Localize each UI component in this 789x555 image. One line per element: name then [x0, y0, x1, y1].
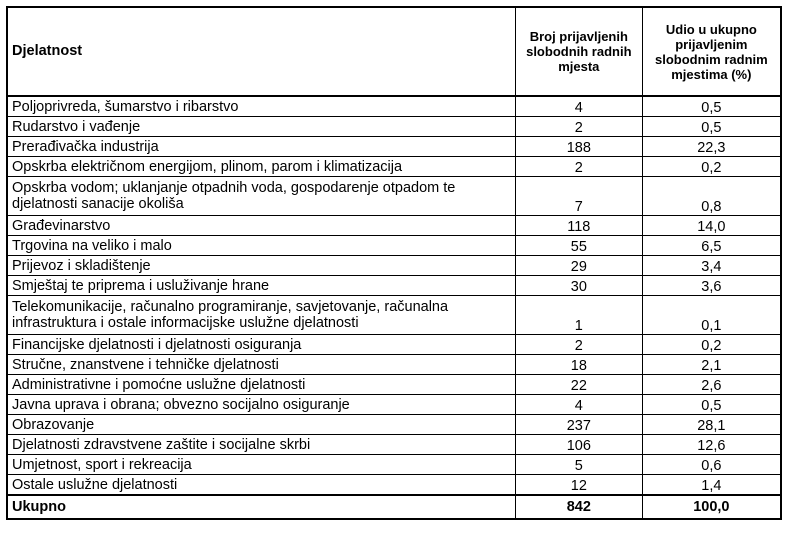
row-count: 4: [515, 96, 642, 117]
row-label: Opskrba vodom; uklanjanje otpadnih voda, gospodarenje otpadom te djelatnosti sanacije okoliša: [7, 177, 515, 216]
row-label: Umjetnost, sport i rekreacija: [7, 455, 515, 475]
row-count: 2: [515, 157, 642, 177]
row-count: 7: [515, 177, 642, 216]
row-count: 118: [515, 216, 642, 236]
row-share: 0,5: [642, 395, 781, 415]
row-label: Djelatnosti zdravstvene zaštite i socijalne skrbi: [7, 435, 515, 455]
row-count: 18: [515, 355, 642, 375]
row-share: 3,4: [642, 256, 781, 276]
table-row: [7, 276, 781, 296]
row-count: 188: [515, 137, 642, 157]
row-count: 29: [515, 256, 642, 276]
table-row: [7, 355, 781, 375]
row-count: 4: [515, 395, 642, 415]
row-count: 22: [515, 375, 642, 395]
row-share: 12,6: [642, 435, 781, 455]
row-share: 3,6: [642, 276, 781, 296]
table-row: [7, 296, 781, 335]
row-count: 12: [515, 475, 642, 496]
table-row: [7, 137, 781, 157]
total-share: 100,0: [642, 495, 781, 519]
table-row: [7, 96, 781, 117]
row-count: 1: [515, 296, 642, 335]
row-share: 0,2: [642, 157, 781, 177]
row-label: Ostale uslužne djelatnosti: [7, 475, 515, 496]
table-row: [7, 117, 781, 137]
row-share: 0,8: [642, 177, 781, 216]
table-row: [7, 157, 781, 177]
table-row: [7, 435, 781, 455]
row-label: Opskrba električnom energijom, plinom, parom i klimatizacija: [7, 157, 515, 177]
row-label: Prerađivačka industrija: [7, 137, 515, 157]
row-label: Administrativne i pomoćne uslužne djelatnosti: [7, 375, 515, 395]
row-count: 55: [515, 236, 642, 256]
table-row: [7, 177, 781, 216]
table-row: [7, 455, 781, 475]
table-row: [7, 395, 781, 415]
row-share: 28,1: [642, 415, 781, 435]
row-count: 5: [515, 455, 642, 475]
row-label: Građevinarstvo: [7, 216, 515, 236]
header-activity: Djelatnost: [7, 7, 515, 96]
row-label: Financijske djelatnosti i djelatnosti osiguranja: [7, 335, 515, 355]
table-row: [7, 256, 781, 276]
header-vacancy-count: Broj prijavljenih slobodnih radnih mjesta: [515, 7, 642, 96]
total-row: [7, 495, 781, 519]
row-label: Stručne, znanstvene i tehničke djelatnosti: [7, 355, 515, 375]
row-share: 14,0: [642, 216, 781, 236]
row-share: 6,5: [642, 236, 781, 256]
row-count: 2: [515, 117, 642, 137]
table-header-row: [7, 7, 781, 96]
total-label: Ukupno: [7, 495, 515, 519]
row-label: Trgovina na veliko i malo: [7, 236, 515, 256]
table-row: [7, 415, 781, 435]
row-count: 237: [515, 415, 642, 435]
row-label: Poljoprivreda, šumarstvo i ribarstvo: [7, 96, 515, 117]
row-label: Prijevoz i skladištenje: [7, 256, 515, 276]
total-count: 842: [515, 495, 642, 519]
row-share: 22,3: [642, 137, 781, 157]
row-share: 0,1: [642, 296, 781, 335]
row-count: 106: [515, 435, 642, 455]
row-label: Javna uprava i obrana; obvezno socijalno osiguranje: [7, 395, 515, 415]
row-share: 0,6: [642, 455, 781, 475]
header-vacancy-share: Udio u ukupno prijavljenim slobodnim radnim mjestima (%): [642, 7, 781, 96]
row-share: 0,5: [642, 117, 781, 137]
row-label: Smještaj te priprema i usluživanje hrane: [7, 276, 515, 296]
row-share: 2,6: [642, 375, 781, 395]
row-share: 0,5: [642, 96, 781, 117]
row-label: Telekomunikacije, računalno programiranje, savjetovanje, računalna infrastruktura i ostale informacijske uslužne djelatnosti: [7, 296, 515, 335]
row-label: Rudarstvo i vađenje: [7, 117, 515, 137]
table-row: [7, 216, 781, 236]
table-row: [7, 475, 781, 496]
row-count: 30: [515, 276, 642, 296]
row-share: 0,2: [642, 335, 781, 355]
vacancies-table: [6, 6, 782, 520]
row-label: Obrazovanje: [7, 415, 515, 435]
row-share: 2,1: [642, 355, 781, 375]
row-share: 1,4: [642, 475, 781, 496]
row-count: 2: [515, 335, 642, 355]
table-row: [7, 236, 781, 256]
table-row: [7, 335, 781, 355]
table-row: [7, 375, 781, 395]
